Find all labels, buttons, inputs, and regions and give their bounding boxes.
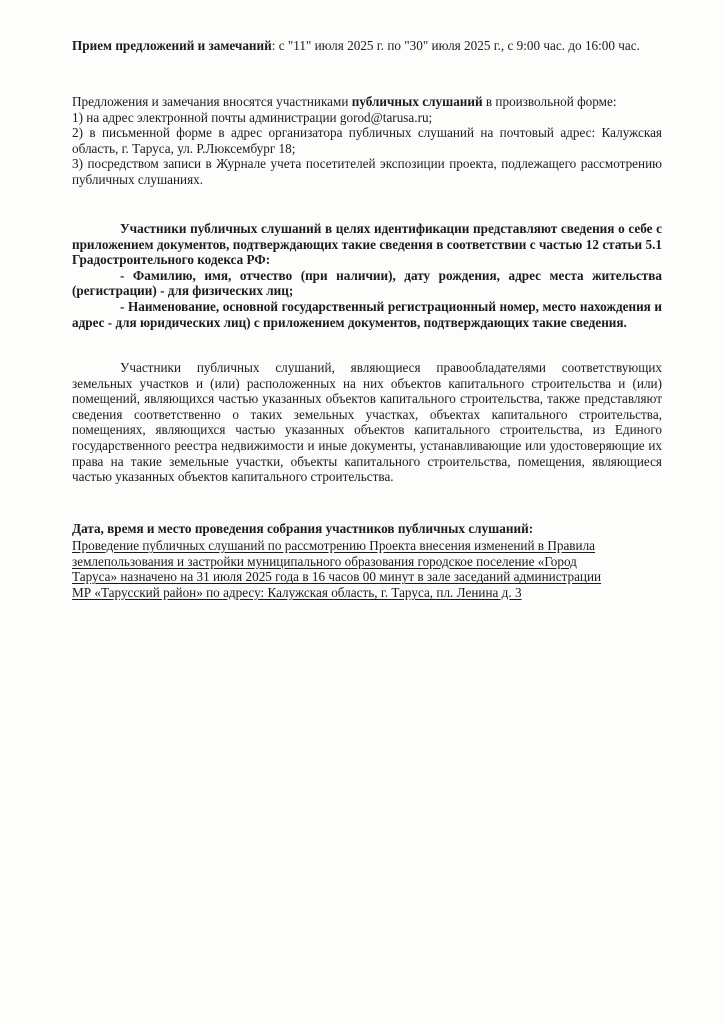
meeting-details-line: землепользования и застройки муниципального образования городское поселение «Город	[72, 553, 577, 569]
meeting-details-line: Таруса» назначено на 31 июля 2025 года в 16 часов 00 минут в зале заседаний администрации	[72, 569, 602, 585]
rightholders-paragraph: Участники публичных слушаний, являющиеся правообладателями соответствующих земельных участков и (или) расположенных на них объектов капитального строительства и (или) помещений, являющихся частью указанных объектов капитального строительства, также представляют сведения соответственно о таких земельных участках, объектах капитального строительства, помещениях, являющихся частью указанных объектов капитального строительства, из Единого государственного реестра недвижимости и иные документы, устанавливающие или удостоверяющие их права на такие земельные участки, объекты капитального строительства, помещения, являющиеся частью указанных объектов капитального строительства.	[72, 360, 662, 485]
identification-individuals: - Фамилию, имя, отчество (при наличии), дату рождения, адрес места жительства (регистрации) - для физических лиц;	[72, 267, 662, 299]
submission-forms-section	[72, 94, 662, 188]
identification-section	[72, 221, 662, 330]
meeting-details	[72, 538, 662, 600]
identification-entities: - Наименование, основной государственный регистрационный номер, место нахождения и адрес - для юридических лиц) с приложением документов, подтверждающих такие сведения.	[72, 298, 662, 330]
submission-form-journal: 3) посредством записи в Журнале учета посетителей экспозиции проекта, подлежащего рассмотрению публичных слушаниях.	[72, 156, 662, 187]
meeting-details-line: МР «Тарусский район» по адресу: Калужская область, г. Таруса, пл. Ленина д. 3	[72, 584, 522, 600]
submission-forms-intro-bold: публичных слушаний	[351, 94, 483, 109]
identification-lead: Участники публичных слушаний в целях идентификации представляют сведения о себе с приложением документов, подтверждающих такие сведения в соответствии с частью 12 статьи 5.1 Градостроительного кодекса РФ:	[72, 221, 662, 268]
meeting-heading: Дата, время и место проведения собрания участников публичных слушаний:	[72, 521, 534, 536]
reception-period-paragraph	[72, 38, 662, 54]
reception-period-label: Прием предложений и замечаний	[72, 38, 272, 53]
submission-forms-intro-text: Предложения и замечания вносятся участниками	[72, 94, 352, 109]
submission-form-email: 1) на адрес электронной почты администрации gorod@tarusa.ru;	[72, 109, 433, 125]
submission-forms-intro-tail: в произвольной форме:	[482, 94, 617, 109]
meeting-details-line: Проведение публичных слушаний по рассмотрению Проекта внесения изменений в Правила	[72, 538, 596, 553]
reception-period-text: : с "11" июля 2025 г. по "30" июля 2025 г., с 9:00 час. до 16:00 час.	[271, 38, 640, 53]
submission-form-written: 2) в письменной форме в адрес организатора публичных слушаний на почтовый адрес: Калужская область, г. Таруса, ул. Р.Люксембург 18;	[72, 125, 662, 156]
submission-forms-intro	[72, 94, 662, 110]
